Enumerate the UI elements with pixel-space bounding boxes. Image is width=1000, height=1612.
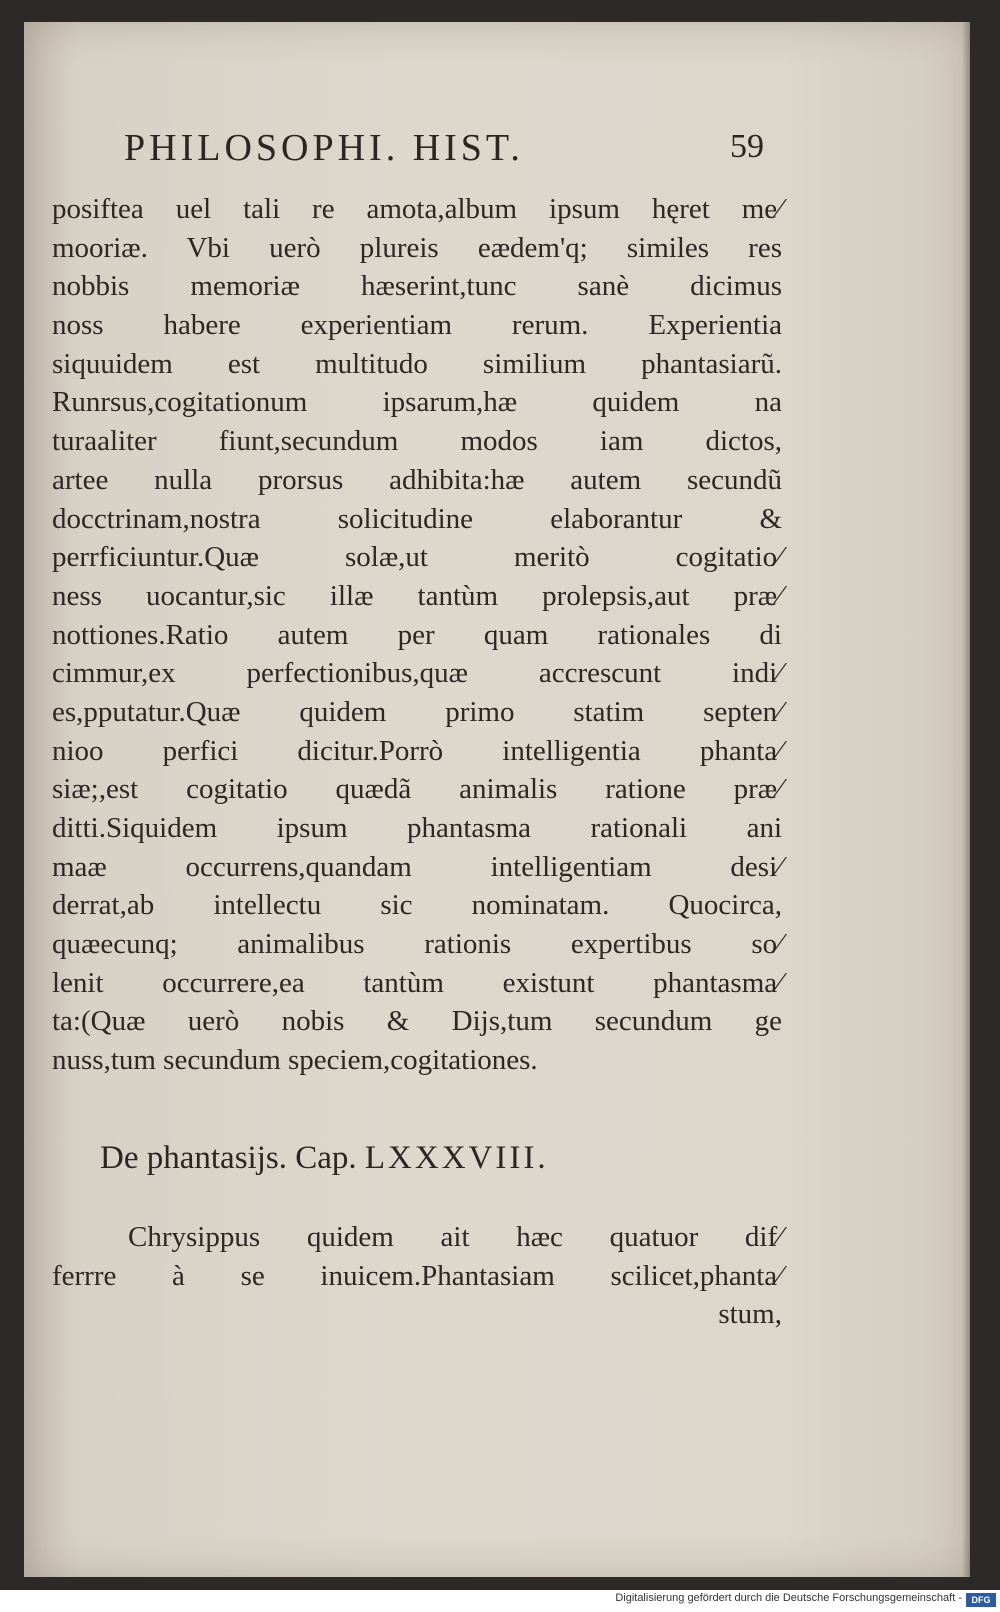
text-line: ferrre à se inuicem.Phantasiam scilicet,phanta⁄ (52, 1259, 782, 1292)
text-line: es,pputatur.Quæ quidem primo statim septen⁄ (52, 695, 782, 728)
text-line: posiftea uel tali re amota,album ipsum hęret me⁄ (52, 193, 782, 225)
chapter-heading (100, 1140, 740, 1177)
text-line: siquuidem est multitudo similium phantasiarũ. (52, 347, 782, 380)
text-line: nioo perfici dicitur.Porrò intelligentia phanta⁄ (52, 734, 782, 767)
text-line: mooriæ. Vbi uerò plureis eædem'q; similes res (52, 231, 782, 264)
text-line: derrat,ab intellectu sic nominatam. Quocirca, (52, 889, 782, 922)
page-edge-shadow (962, 22, 970, 1577)
chapter-title: De phantasijs. (100, 1140, 287, 1176)
text-line: Chrysippus quidem ait hæc quatuor dif⁄ (128, 1221, 782, 1253)
text-line: stum, (718, 1298, 782, 1331)
text-line: perrficiuntur.Quæ solæ,ut meritò cogitatio⁄ (52, 541, 782, 574)
text-line: lenit occurrere,ea tantùm existunt phantasma⁄ (52, 966, 782, 999)
text-line: nobbis memoriæ hæserint,tunc sanè dicimus (52, 270, 782, 303)
text-line: noss habere experientiam rerum. Experientia (52, 309, 782, 342)
chapter-text (52, 1218, 782, 1334)
text-line: ta:(Quæ uerò nobis & Dijs,tum secundum ge (52, 1005, 782, 1038)
body-text (52, 190, 782, 1080)
running-head: PHILOSOPHI. HIST. (124, 127, 524, 169)
chapter-number: LXXXVIII. (364, 1140, 549, 1176)
dfg-logo-icon: DFG (966, 1593, 996, 1607)
page-header (124, 126, 764, 180)
chapter-cap-label: Cap. (295, 1140, 357, 1176)
text-line: nuss,tum secundum speciem,cogitationes. (52, 1044, 538, 1077)
footer-credit: Digitalisierung gefördert durch die Deutsche Forschungsgemeinschaft - (615, 1592, 962, 1604)
text-line: ditti.Siquidem ipsum phantasma rationali ani (52, 812, 782, 844)
page-number: 59 (730, 128, 764, 165)
text-line: Runrsus,cogitationum ipsarum,hæ quidem na (52, 386, 782, 419)
text-line: docctrinam,nostra solicitudine elaborantur & (52, 502, 782, 535)
text-line: maæ occurrens,quandam intelligentiam desi⁄ (52, 850, 782, 883)
text-line: siæ;,est cogitatio quædã animalis ratione præ⁄ (52, 773, 782, 806)
text-line: nottiones.Ratio autem per quam rationales di (52, 618, 782, 651)
text-line: ness uocantur,sic illæ tantùm prolepsis,aut præ⁄ (52, 579, 782, 612)
footer-bar (0, 1590, 1000, 1612)
text-line: quæecunq; animalibus rationis expertibus so⁄ (52, 928, 782, 961)
text-line: turaaliter fiunt,secundum modos iam dictos, (52, 425, 782, 458)
text-line: cimmur,ex perfectionibus,quæ accrescunt indi⁄ (52, 657, 782, 690)
text-line: artee nulla prorsus adhibita:hæ autem secundũ (52, 463, 782, 496)
